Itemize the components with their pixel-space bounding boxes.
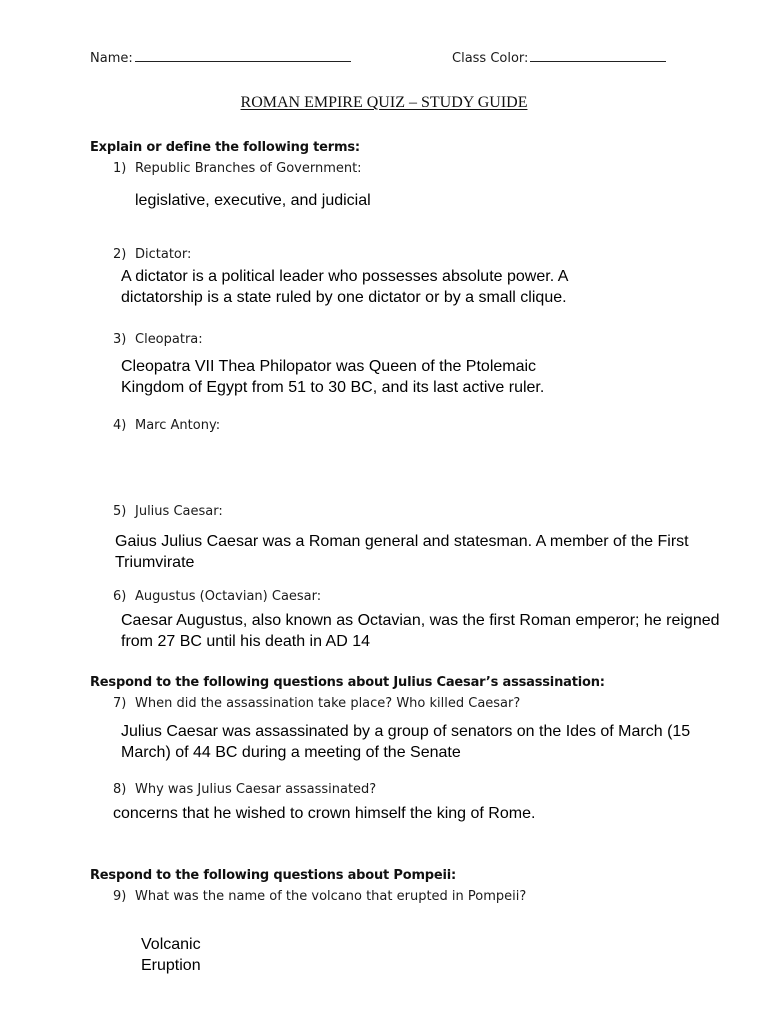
answer-line: Volcanic xyxy=(141,936,201,953)
answer-line: Cleopatra VII Thea Philopator was Queen of the Ptolemaic xyxy=(121,358,537,375)
answer-3 xyxy=(121,356,544,398)
page-title: ROMAN EMPIRE QUIZ – STUDY GUIDE xyxy=(240,94,528,111)
question-text: Cleopatra: xyxy=(135,332,203,347)
question-5 xyxy=(113,504,223,519)
question-text: What was the name of the volcano that erupted in Pompeii? xyxy=(135,889,527,904)
question-number: 6) xyxy=(113,589,127,604)
name-field[interactable] xyxy=(90,48,351,66)
question-text: Why was Julius Caesar assassinated? xyxy=(135,782,377,797)
question-6 xyxy=(113,589,321,604)
section-heading-pompeii: Respond to the following questions about Pompeii: xyxy=(90,868,457,883)
answer-8 xyxy=(113,803,535,824)
question-number: 7) xyxy=(113,696,127,711)
question-text: Republic Branches of Government: xyxy=(135,161,362,176)
question-text: When did the assassination take place? Who killed Caesar? xyxy=(135,696,521,711)
question-number: 8) xyxy=(113,782,127,797)
question-number: 9) xyxy=(113,889,127,904)
answer-1 xyxy=(135,190,371,211)
question-number: 3) xyxy=(113,332,127,347)
answer-line: Gaius Julius Caesar was a Roman general and statesman. A member of the First xyxy=(115,533,689,550)
answer-line: legislative, executive, and judicial xyxy=(135,192,371,209)
question-text: Dictator: xyxy=(135,247,192,262)
answer-line: concerns that he wished to crown himself the king of Rome. xyxy=(113,805,536,822)
name-blank-line[interactable] xyxy=(135,48,351,62)
class-color-label: Class Color: xyxy=(452,51,529,66)
answer-line: from 27 BC until his death in AD 14 xyxy=(121,633,371,650)
answer-line: dictatorship is a state ruled by one dictator or by a small clique. xyxy=(121,289,567,306)
answer-line: March) of 44 BC during a meeting of the Senate xyxy=(121,744,461,761)
question-1 xyxy=(113,161,362,176)
answer-7 xyxy=(121,721,690,763)
answer-6 xyxy=(121,610,720,652)
question-number: 4) xyxy=(113,418,127,433)
question-text: Augustus (Octavian) Caesar: xyxy=(135,589,322,604)
answer-2 xyxy=(121,266,568,308)
question-3 xyxy=(113,332,203,347)
question-4 xyxy=(113,418,220,433)
question-text: Marc Antony: xyxy=(135,418,221,433)
name-label: Name: xyxy=(90,51,133,66)
question-number: 1) xyxy=(113,161,127,176)
section-heading-assassination: Respond to the following questions about Julius Caesar’s assassination: xyxy=(90,675,605,690)
answer-line: Julius Caesar was assassinated by a group of senators on the Ides of March (15 xyxy=(121,723,691,740)
question-text: Julius Caesar: xyxy=(135,504,223,519)
answer-line: Eruption xyxy=(141,957,201,974)
answer-line: Triumvirate xyxy=(115,554,195,571)
class-color-field[interactable] xyxy=(452,48,666,66)
question-2 xyxy=(113,247,191,262)
question-8 xyxy=(113,782,376,797)
question-7 xyxy=(113,696,520,711)
answer-line: Kingdom of Egypt from 51 to 30 BC, and its last active ruler. xyxy=(121,379,545,396)
answer-line: A dictator is a political leader who possesses absolute power. A xyxy=(121,268,569,285)
answer-5 xyxy=(115,531,689,573)
question-9 xyxy=(113,889,526,904)
question-number: 2) xyxy=(113,247,127,262)
section-heading-terms: Explain or define the following terms: xyxy=(90,140,360,155)
class-color-blank-line[interactable] xyxy=(530,48,666,62)
question-number: 5) xyxy=(113,504,127,519)
answer-9 xyxy=(141,934,201,976)
answer-line: Caesar Augustus, also known as Octavian, was the first Roman emperor; he reigned xyxy=(121,612,720,629)
